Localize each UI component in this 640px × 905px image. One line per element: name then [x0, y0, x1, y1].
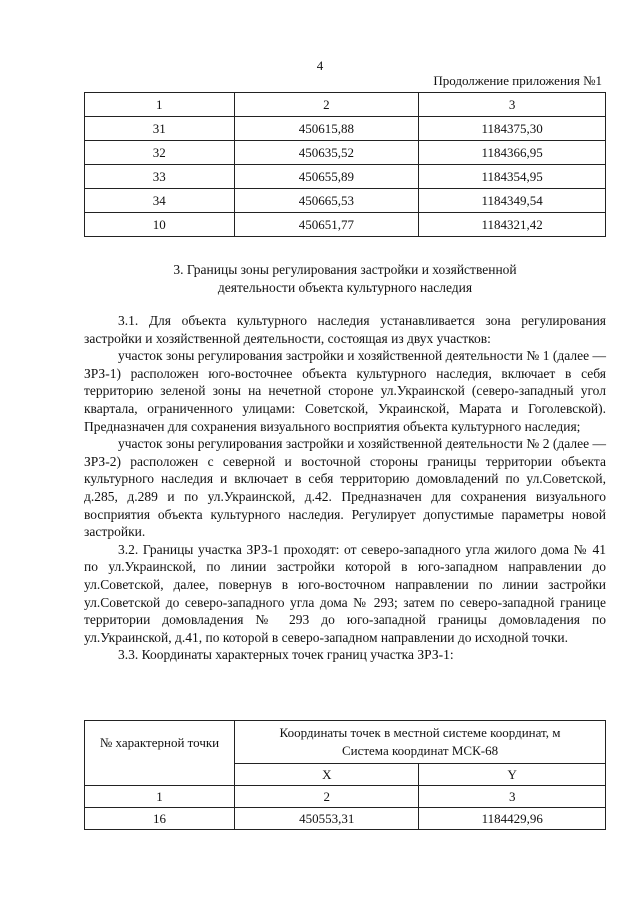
table-row [85, 141, 606, 165]
table-header-row [85, 93, 606, 117]
table-index-row [85, 786, 606, 808]
table-cell: 1 [85, 93, 235, 117]
table-cell: 2 [234, 93, 419, 117]
table-row [85, 808, 606, 830]
table-cell: 1184354,95 [419, 165, 606, 189]
table-cell: 1184366,95 [419, 141, 606, 165]
section-heading [84, 261, 606, 297]
page-number: 4 [316, 58, 324, 73]
table-cell: 16 [85, 808, 235, 830]
table-cell: 32 [85, 141, 235, 165]
table-row [85, 189, 606, 213]
table-row [85, 213, 606, 237]
table-cell: 450635,52 [234, 141, 419, 165]
paragraph-zrz2: участок зоны регулирования застройки и хозяйственной деятельности № 2 (далее — ЗРЗ-2) расположен с северной и восточной стороны границы территории объекта культурного наследия и включает в себя территорию домовладений по ул.Советской, д.285, д.289 и по ул.Украинской, д.42. Предназначен для сохранения визуального восприятия объекта культурного наследия. Регулирует допустимые параметры новой застройки. [84, 436, 606, 540]
zrz1-coordinates-table [84, 720, 606, 830]
table-cell: 1184375,30 [419, 117, 606, 141]
table-cell: 3 [419, 786, 606, 808]
table-cell: 33 [85, 165, 235, 189]
table-cell: 450553,31 [235, 808, 419, 830]
table-cell: 450655,89 [234, 165, 419, 189]
point-number-header: № характерной точки [85, 721, 235, 786]
table-cell: 3 [419, 93, 606, 117]
table-row [85, 165, 606, 189]
table-cell: 2 [235, 786, 419, 808]
table-row [85, 117, 606, 141]
coordinates-header [235, 721, 606, 764]
table-cell: 450651,77 [234, 213, 419, 237]
paragraph-zrz1: участок зоны регулирования застройки и хозяйственной деятельности № 1 (далее — ЗРЗ-1) расположен юго-восточнее объекта культурного наследия, включает в себя территорию зеленой зоны на нечетной стороне ул.Украинской (северо-западный угол квартала, ограниченного улицами: Советской, Украинской, Марата и Гоголевской). Предназначен для сохранения визуального восприятия объекта культурного наследия; [84, 348, 606, 434]
table-cell: 31 [85, 117, 235, 141]
coordinates-table-continued [84, 92, 606, 237]
coordinates-header-line: Координаты точек в местной системе координат, м [279, 725, 561, 740]
body-text [84, 312, 606, 664]
coordinates-header-line: Система координат МСК-68 [341, 743, 499, 758]
table-cell: 10 [85, 213, 235, 237]
table-cell: 34 [85, 189, 235, 213]
table-header-row [85, 721, 606, 764]
paragraph-3-1: 3.1. Для объекта культурного наследия устанавливается зона регулирования застройки и хозяйственной деятельности, состоящая из двух участков: [84, 313, 606, 346]
x-header: X [235, 764, 419, 786]
table-cell: 450615,88 [234, 117, 419, 141]
section-heading-line: 3. Границы зоны регулирования застройки и хозяйственной [173, 262, 517, 277]
paragraph-3-2: 3.2. Границы участка ЗРЗ-1 проходят: от северо-западного угла жилого дома № 41 по ул.Украинской, по линии застройки которой в юго-западном направлении до ул.Советской, далее, повернув в юго-восточном направлении по линии застройки ул.Советской до северо-западного угла дома № 293; затем по северо-западной границе территории домовладения № 293 до юго-западной границы домовладения по ул.Украинской, д.41, по которой в северо-западном направлении до исходной точки. [84, 541, 606, 645]
table-cell: 450665,53 [234, 189, 419, 213]
section-heading-line: деятельности объекта культурного наследия [217, 280, 473, 295]
table-cell: 1184429,96 [419, 808, 606, 830]
table-cell: 1184349,54 [419, 189, 606, 213]
y-header: Y [419, 764, 606, 786]
paragraph-3-3: 3.3. Координаты характерных точек границ участка ЗРЗ-1: [118, 647, 454, 663]
table-cell: 1 [85, 786, 235, 808]
appendix-label: Продолжение приложения №1 [433, 73, 602, 88]
table-cell: 1184321,42 [419, 213, 606, 237]
